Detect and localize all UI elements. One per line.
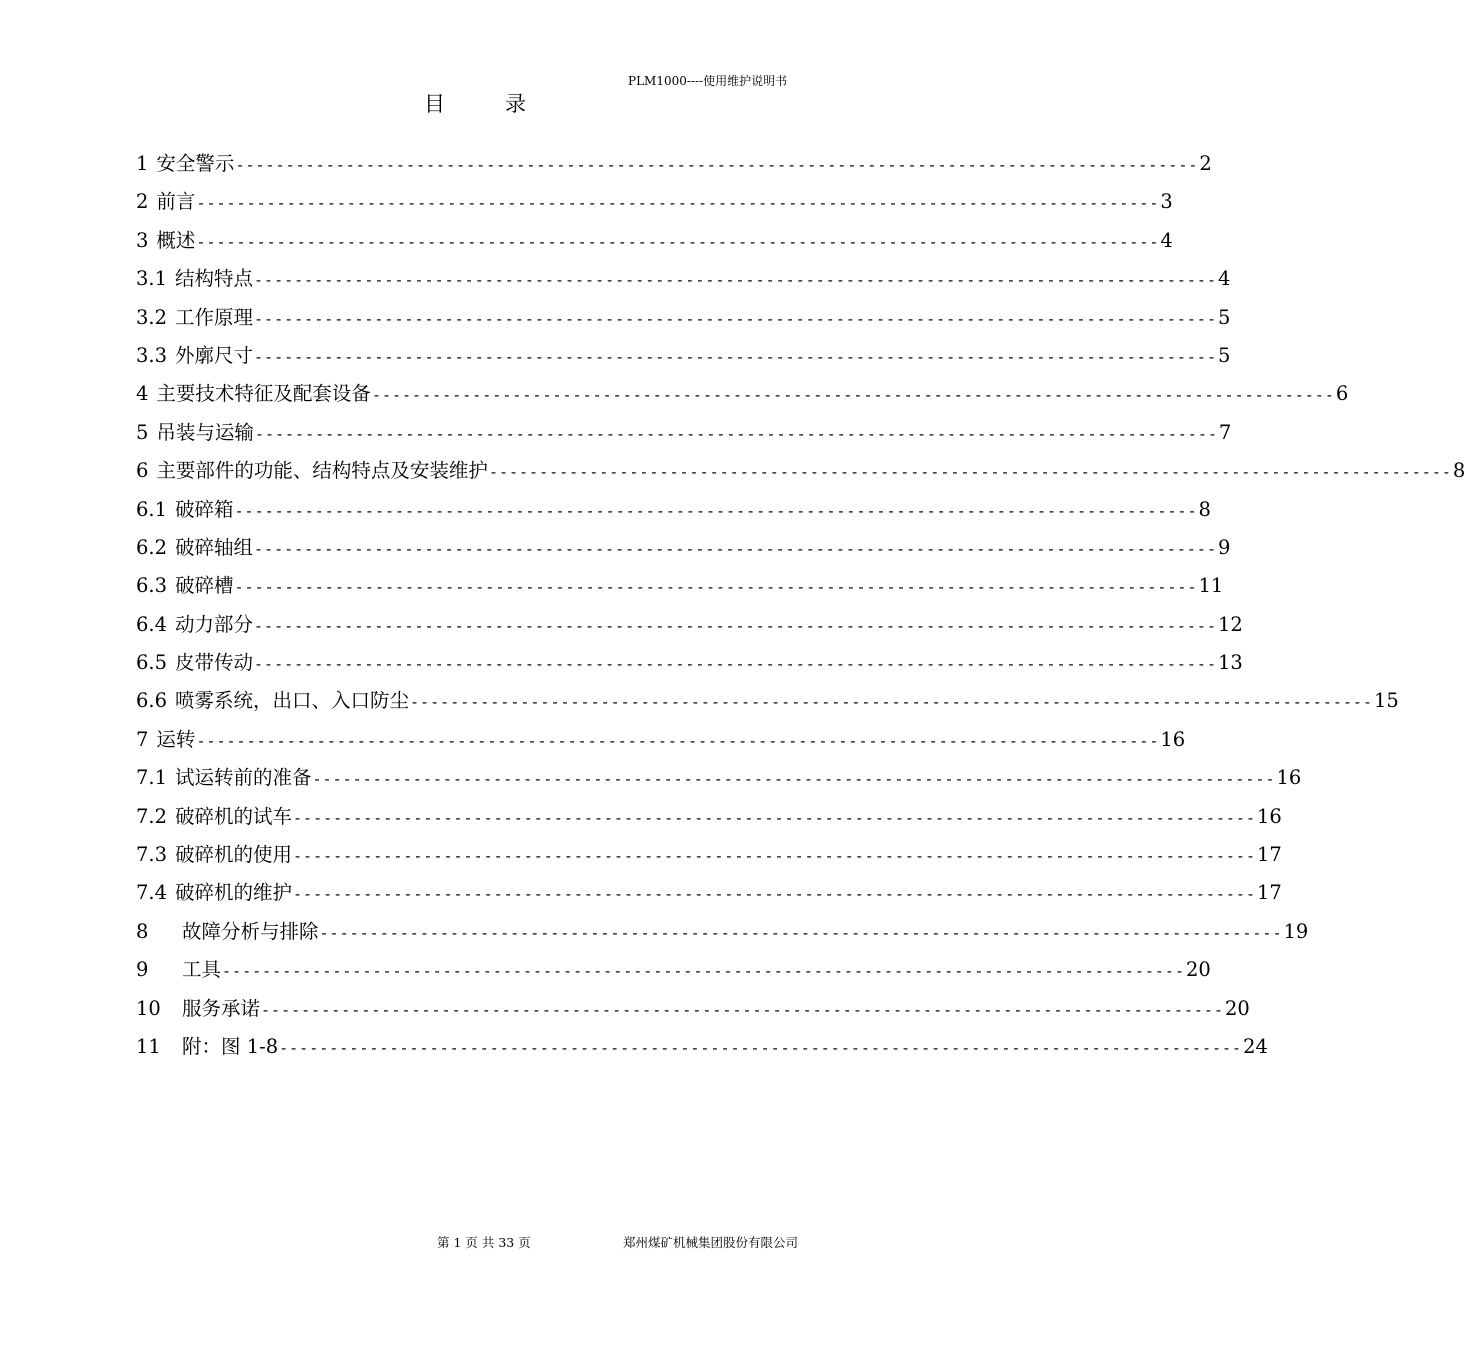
toc-leader-dashes: ------------------------------------------------------------------------------------------------ bbox=[254, 539, 1217, 558]
toc-entry-number: 2 bbox=[136, 190, 149, 214]
toc-entry-number: 6.1 bbox=[136, 497, 168, 521]
toc-entry-number: 6.4 bbox=[136, 612, 168, 636]
toc-entry-page: 9 bbox=[1217, 535, 1231, 559]
toc-leader-dashes: ------------------------------------------------------------------------------------------------ bbox=[261, 1000, 1224, 1019]
toc-entry-page: 7 bbox=[1218, 420, 1232, 444]
toc-entry-label: 皮带传动 bbox=[175, 651, 254, 675]
toc-entry-label: 前言 bbox=[156, 190, 196, 214]
toc-entry[interactable] bbox=[136, 340, 1231, 378]
toc-entry-label: 附：图 1-8 bbox=[182, 1034, 279, 1058]
toc-entry-page: 8 bbox=[1198, 497, 1211, 521]
toc-leader-dashes: ------------------------------------------------------------------------------------------------ bbox=[312, 770, 1276, 789]
toc-entry-number: 6.3 bbox=[136, 574, 168, 598]
toc-leader-dashes: ------------------------------------------------------------------------------------------------ bbox=[234, 578, 1198, 597]
toc-heading: 目录 bbox=[424, 92, 586, 116]
toc-entry-label: 动力部分 bbox=[175, 612, 254, 636]
footer-company-name: 郑州煤矿机械集团股份有限公司 bbox=[623, 1235, 799, 1250]
toc-entry-number: 3.1 bbox=[136, 267, 168, 291]
toc-entry-label: 结构特点 bbox=[175, 267, 254, 291]
toc-entry-label: 主要部件的功能、结构特点及安装维护 bbox=[156, 459, 488, 483]
toc-leader-dashes: ------------------------------------------------------------------------------------------------ bbox=[222, 962, 1185, 981]
toc-entry-label: 破碎机的试车 bbox=[175, 804, 293, 828]
toc-entry-number: 9 bbox=[136, 958, 149, 982]
toc-entry-label: 破碎箱 bbox=[175, 497, 234, 521]
toc-entry[interactable] bbox=[136, 378, 1349, 416]
toc-entry-page: 5 bbox=[1217, 305, 1231, 329]
toc-entry-page: 4 bbox=[1160, 228, 1173, 252]
toc-entry-number: 3.2 bbox=[136, 305, 168, 329]
toc-leader-dashes: ------------------------------------------------------------------------------------------------ bbox=[235, 156, 1199, 174]
toc-entry-label: 破碎槽 bbox=[175, 574, 234, 598]
toc-leader-dashes: ------------------------------------------------------------------------------------------------ bbox=[254, 309, 1217, 328]
toc-leader-dashes: ------------------------------------------------------------------------------------------------ bbox=[196, 731, 1160, 750]
toc-leader-dashes: ------------------------------------------------------------------------------------------------ bbox=[196, 232, 1160, 251]
toc-leader-dashes: ------------------------------------------------------------------------------------------------ bbox=[234, 501, 1198, 520]
toc-entry-number: 7.1 bbox=[136, 766, 168, 790]
toc-entry-label: 服务承诺 bbox=[182, 996, 261, 1020]
toc-entry[interactable] bbox=[136, 532, 1231, 570]
toc-leader-dashes: ------------------------------------------------------------------------------------------------ bbox=[254, 347, 1217, 366]
document-header-title: PLM1000----使用维护说明书 bbox=[628, 74, 788, 88]
toc-leader-dashes: ------------------------------------------------------------------------------------------------ bbox=[254, 424, 1218, 443]
toc-entry-number: 7.2 bbox=[136, 804, 168, 828]
toc-entry-label: 吊装与运输 bbox=[156, 420, 254, 444]
toc-entry-page: 20 bbox=[1185, 958, 1211, 982]
toc-entry-page: 20 bbox=[1224, 996, 1250, 1020]
toc-entry-page: 5 bbox=[1217, 343, 1231, 367]
toc-entry[interactable] bbox=[136, 148, 1212, 186]
footer-page-info: 第 1 页 共 33 页 bbox=[437, 1235, 531, 1250]
toc-leader-dashes: ------------------------------------------------------------------------------------------------ bbox=[293, 885, 1256, 904]
toc-entry-page: 15 bbox=[1373, 689, 1399, 713]
toc-entry-label: 破碎机的使用 bbox=[175, 843, 293, 867]
toc-entry[interactable] bbox=[136, 954, 1211, 992]
toc-entry-page: 16 bbox=[1160, 727, 1186, 751]
toc-entry-page: 19 bbox=[1283, 919, 1309, 943]
toc-entry-number: 3 bbox=[136, 228, 149, 252]
toc-entry[interactable] bbox=[136, 839, 1282, 877]
toc-entry[interactable] bbox=[136, 916, 1309, 954]
toc-entry[interactable] bbox=[136, 570, 1224, 608]
toc-entry-number: 6.2 bbox=[136, 535, 168, 559]
toc-entry[interactable] bbox=[136, 263, 1231, 301]
toc-entry[interactable] bbox=[136, 801, 1282, 839]
toc-entry[interactable] bbox=[136, 762, 1302, 800]
toc-entry[interactable] bbox=[136, 494, 1211, 532]
toc-entry-page: 24 bbox=[1243, 1034, 1268, 1058]
table-of-contents bbox=[136, 148, 1465, 1069]
toc-entry-number: 5 bbox=[136, 420, 149, 444]
toc-entry-label: 破碎轴组 bbox=[175, 535, 254, 559]
toc-entry-page: 17 bbox=[1256, 843, 1282, 867]
toc-entry[interactable] bbox=[136, 609, 1243, 647]
toc-leader-dashes: ------------------------------------------------------------------------------------------------ bbox=[254, 271, 1217, 290]
toc-entry-label: 故障分析与排除 bbox=[182, 919, 319, 943]
toc-entry-number: 6.6 bbox=[136, 689, 168, 713]
toc-entry-page: 17 bbox=[1256, 881, 1282, 905]
toc-entry-label: 试运转前的准备 bbox=[175, 766, 312, 790]
toc-entry-page: 12 bbox=[1217, 612, 1243, 636]
toc-leader-dashes: ------------------------------------------------------------------------------------------------ bbox=[410, 693, 1373, 712]
toc-leader-dashes: ------------------------------------------------------------------------------------------------ bbox=[196, 194, 1160, 213]
toc-entry[interactable] bbox=[136, 993, 1250, 1031]
toc-entry[interactable] bbox=[136, 685, 1399, 723]
toc-entry-page: 6 bbox=[1335, 382, 1349, 406]
toc-entry-page: 2 bbox=[1199, 152, 1212, 175]
toc-entry[interactable] bbox=[136, 417, 1232, 455]
toc-entry[interactable] bbox=[136, 455, 1465, 493]
toc-entry[interactable] bbox=[136, 647, 1243, 685]
toc-entry[interactable] bbox=[136, 724, 1186, 762]
toc-entry-page: 4 bbox=[1217, 267, 1231, 291]
toc-entry-page: 8 bbox=[1452, 459, 1465, 483]
toc-entry[interactable] bbox=[136, 302, 1231, 340]
toc-entry[interactable] bbox=[136, 186, 1173, 224]
toc-leader-dashes: ------------------------------------------------------------------------------------------------ bbox=[293, 808, 1256, 827]
toc-entry-number: 8 bbox=[136, 919, 149, 943]
toc-entry-page: 13 bbox=[1217, 651, 1243, 675]
toc-entry-label: 破碎机的维护 bbox=[175, 881, 293, 905]
toc-entry-label: 工具 bbox=[182, 958, 222, 982]
toc-entry-number: 6 bbox=[136, 459, 149, 483]
toc-entry-number: 7 bbox=[136, 727, 149, 751]
toc-entry-number: 10 bbox=[136, 996, 161, 1020]
toc-entry-label: 安全警示 bbox=[156, 152, 235, 175]
toc-leader-dashes: ------------------------------------------------------------------------------------------------ bbox=[371, 386, 1335, 405]
toc-entry-label: 运转 bbox=[156, 727, 196, 751]
toc-entry-page: 3 bbox=[1160, 190, 1173, 214]
toc-entry-label: 外廓尺寸 bbox=[175, 343, 254, 367]
toc-entry-page: 11 bbox=[1198, 574, 1224, 598]
toc-leader-dashes: ------------------------------------------------------------------------------------------------ bbox=[279, 1038, 1243, 1057]
toc-leader-dashes: ------------------------------------------------------------------------------------------------ bbox=[254, 616, 1217, 635]
toc-entry[interactable] bbox=[136, 1031, 1268, 1069]
toc-entry-page: 16 bbox=[1256, 804, 1282, 828]
toc-entry-number: 7.4 bbox=[136, 881, 168, 905]
toc-leader-dashes: ------------------------------------------------------------------------------------------------ bbox=[254, 655, 1217, 674]
toc-entry-page: 16 bbox=[1276, 766, 1302, 790]
toc-entry-number: 3.3 bbox=[136, 343, 168, 367]
toc-entry-number: 4 bbox=[136, 382, 149, 406]
toc-entry[interactable] bbox=[136, 225, 1173, 263]
toc-entry-number: 7.3 bbox=[136, 843, 168, 867]
toc-leader-dashes: ------------------------------------------------------------------------------------------------ bbox=[319, 923, 1283, 942]
toc-entry-label: 喷雾系统，出口、入口防尘 bbox=[175, 689, 410, 713]
toc-entry[interactable] bbox=[136, 877, 1282, 915]
toc-entry-number: 1 bbox=[136, 152, 149, 175]
toc-entry-label: 概述 bbox=[156, 228, 196, 252]
toc-leader-dashes: ------------------------------------------------------------------------------------------------ bbox=[488, 463, 1452, 482]
toc-entry-number: 6.5 bbox=[136, 651, 168, 675]
toc-entry-label: 主要技术特征及配套设备 bbox=[156, 382, 371, 406]
toc-leader-dashes: ------------------------------------------------------------------------------------------------ bbox=[293, 847, 1256, 866]
toc-entry-label: 工作原理 bbox=[175, 305, 254, 329]
toc-entry-number: 11 bbox=[136, 1034, 161, 1058]
